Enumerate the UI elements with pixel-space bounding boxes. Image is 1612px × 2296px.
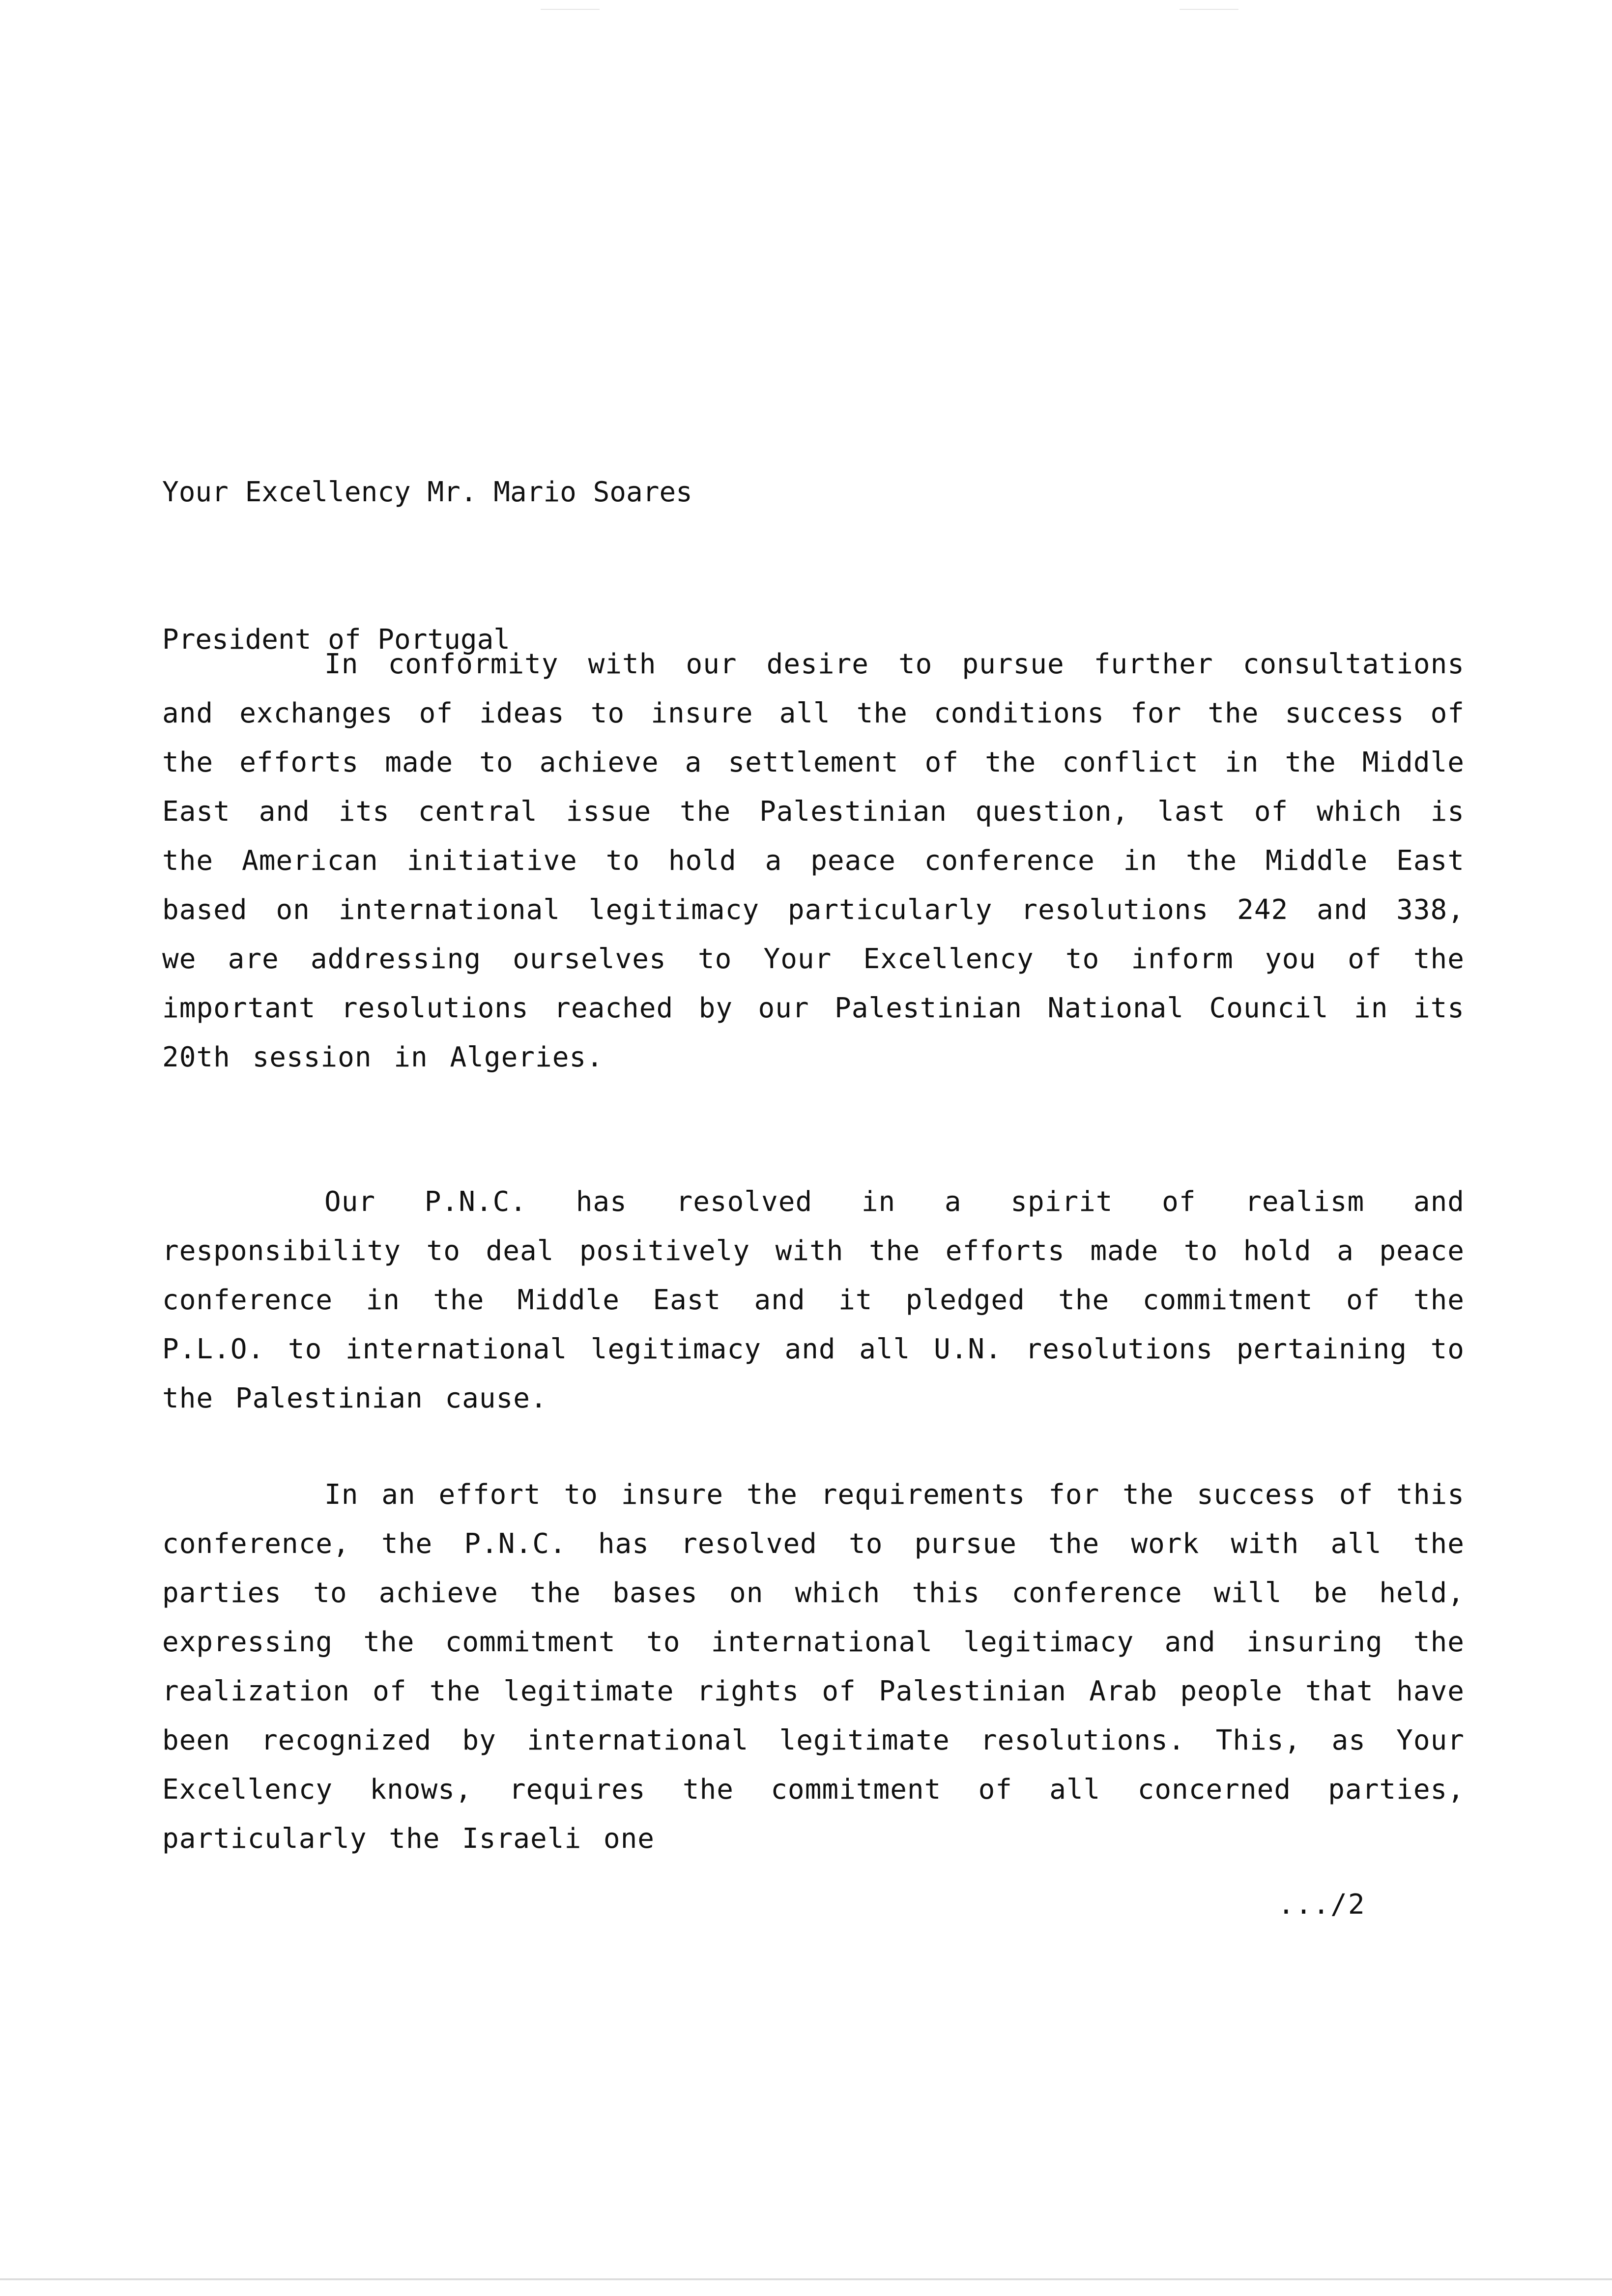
letter-paragraph-1: In conformity with our desire to pursue further consultations and exchanges of ideas to insure all the conditions for the success of the efforts made to achieve a settlement of the conflict in the Middle East and its central issue the Palestinian question, last of which is the American initiative to hold a peace conference in the Middle East based on international legitimacy particularly resolutions 242 and 338, we are addressing ourselves to Your Excellency to inform you of the important resolutions reached by our Palestinian National Council in its 20th session in Algeries. — [162, 648, 1465, 1073]
scan-artifact — [541, 9, 600, 10]
recipient-name: Your Excellency Mr. Mario Soares — [162, 476, 692, 508]
page-continuation-marker: .../2 — [1278, 1889, 1366, 1921]
letter-paragraph-3: In an effort to insure the requirements for the success of this conference, the P.N.C. has resolved to pursue the work with all the parties to achieve the bases on which this conference will be held, expressing the commitment to international legitimacy and insuring the realization of the legitimate rights of Palestinian Arab people that have been recognized by international legitimate resolutions. This, as Your Excellency knows, requires the commitment of all concerned parties, particularly the Israeli one — [162, 1479, 1465, 1855]
scan-artifact — [1180, 9, 1238, 10]
recipient-title: President of Portugal — [162, 624, 511, 656]
scan-bottom-edge — [0, 2278, 1612, 2280]
letter-paragraph-2: Our P.N.C. has resolved in a spirit of realism and responsibility to deal positively with the efforts made to hold a peace conference in the Middle East and it pledged the commitment of the P.L.O. to international legitimacy and all U.N. resolutions pertaining to the Palestinian cause. — [162, 1186, 1465, 1414]
